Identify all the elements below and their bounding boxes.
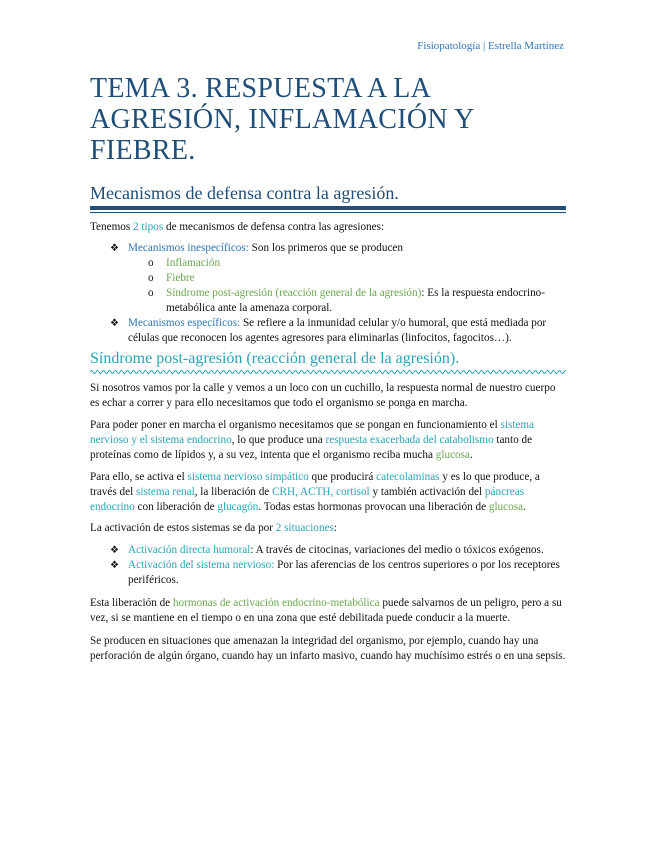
page-header: Fisiopatología | Estrella Martínez	[417, 40, 564, 52]
list-item: ❖ Activación del sistema nervioso: Por las aferencias de los centros superiores o por los receptores periféricos.	[110, 559, 560, 586]
list-item: ❖ Mecanismos específicos: Se refiere a la inmunidad celular y/o humoral, que está mediada por células que reconocen los agentes agresores para eliminarlas (linfocitos, fagocitos…).	[110, 317, 547, 344]
list-item: o Inflamación	[148, 257, 221, 269]
diamond-bullet-icon: ❖	[110, 243, 119, 254]
circle-bullet-icon: o	[148, 287, 154, 299]
defense-list	[110, 241, 566, 346]
list-item: o Síndrome post-agresión (reacción general de la agresión): Es la respuesta endocrino-metabólica ante la amenaza corporal.	[148, 287, 546, 314]
diamond-bullet-icon: ❖	[110, 318, 119, 329]
heading-rule-thick	[90, 206, 566, 210]
paragraph-1: Si nosotros vamos por la calle y vemos a un loco con un cuchillo, la respuesta normal de nuestro cuerpo es echar a correr y para ello necesitamos que todo el organismo se ponga en marcha.	[90, 382, 556, 409]
diamond-bullet-icon: ❖	[110, 545, 119, 556]
paragraph-2: Para poder poner en marcha el organismo necesitamos que se pongan en funcionamiento el sistema nervioso y el sistema endocrino, lo que produce una respuesta exacerbada del catabolismo tanto de proteínas como de lípidos y, a su vez, intenta que el organismo reciba mucha glucosa.	[90, 419, 535, 461]
paragraph-4: La activación de estos sistemas se da por 2 situaciones:	[90, 522, 337, 534]
list-item: ❖ Activación directa humoral: A través de citocinas, variaciones del medio o tóxicos exógenos.	[110, 544, 544, 556]
list-item: ❖ Mecanismos inespecíficos: Son los primeros que se producen o Inflamación o Fiebre o Síndrome post-agresión (reacción general de la agresión): Es la respuesta endocrino-metabólica ante la amenaza corporal.	[110, 241, 566, 316]
diamond-bullet-icon: ❖	[110, 560, 119, 571]
heading-rule-thin	[90, 212, 566, 213]
section-heading-defense: Mecanismos de defensa contra la agresión.	[90, 183, 399, 203]
list-item: o Fiebre	[148, 272, 195, 284]
paragraph-5: Esta liberación de hormonas de activación endocrino-metabólica puede salvarnos de un peligro, pero a su vez, si se mantiene en el tiempo o en una zona que esté debilitada puede conducir a la muerte.	[90, 597, 562, 624]
circle-bullet-icon: o	[148, 272, 154, 284]
circle-bullet-icon: o	[148, 257, 154, 269]
sub-list	[128, 256, 566, 316]
paragraph-3: Para ello, se activa el sistema nervioso simpático que producirá catecolaminas y es lo que produce, a través del sistema renal, la liberación de CRH, ACTH, cortisol y también activación del páncreas endocrino con liberación de glucagón. Todas estas hormonas provocan una liberación de glucosa.	[90, 471, 540, 513]
heading-wavy-underline	[90, 369, 566, 375]
paragraph-intro: Tenemos 2 tipos de mecanismos de defensa contra las agresiones:	[90, 221, 385, 233]
activation-list	[110, 543, 566, 588]
paragraph-6: Se producen en situaciones que amenazan la integridad del organismo, por ejemplo, cuando hay una perforación de algún órgano, cuando hay un infarto masivo, cuando hay muchísimo estrés o en una sepsis.	[90, 635, 566, 662]
page-title: TEMA 3. RESPUESTA A LA AGRESIÓN, INFLAMACIÓN Y FIEBRE.	[90, 73, 474, 166]
section-heading-post-aggression: Síndrome post-agresión (reacción general de la agresión).	[90, 350, 460, 367]
